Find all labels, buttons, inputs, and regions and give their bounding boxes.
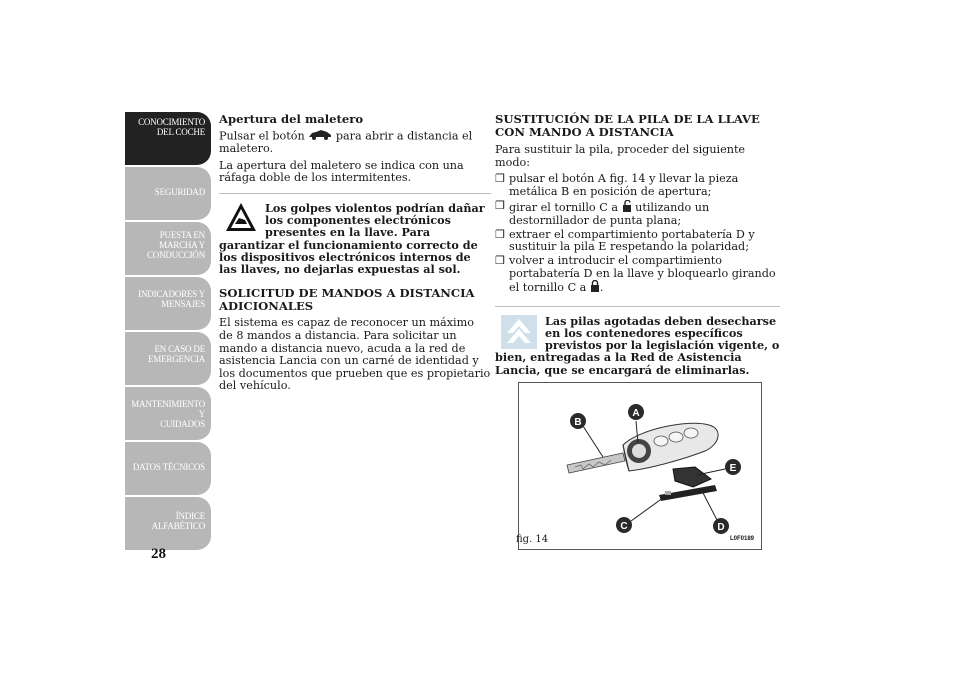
- unlock-icon: [622, 200, 632, 216]
- page-number: 28: [151, 546, 166, 562]
- tab-puesta-en-marcha[interactable]: [125, 222, 211, 275]
- tab-label: SEGURIDAD: [154, 187, 205, 197]
- list-text: girar el tornillo C a: [509, 200, 619, 214]
- tab-label: EN CASO DE: [154, 344, 205, 354]
- tab-label: ÍNDICE: [175, 511, 205, 521]
- section-heading: Apertura del maletero: [219, 112, 364, 126]
- paragraph: [219, 129, 491, 156]
- tab-label: INDICADORES Y: [138, 289, 205, 299]
- key-blade: [567, 453, 625, 473]
- paragraph-text: para abrir a distancia el maletero.: [219, 128, 473, 156]
- tab-mantenimiento[interactable]: [125, 387, 211, 440]
- checkbox-bullet-icon: ❒: [495, 172, 506, 186]
- tab-indicadores[interactable]: [125, 277, 211, 330]
- chapter-sidebar: [125, 112, 211, 552]
- paragraph: Para sustituir la pila, proceder del siguiente modo:: [495, 143, 746, 169]
- environment-text: Las pilas agotadas deben desecharse en los contenedores específicos previstos por la legislación vigente, o bien, entregadas a la Red de Asistencia Lancia, que se encargará de eliminarlas.: [495, 313, 780, 377]
- tab-label: PUESTA EN: [159, 230, 205, 240]
- list-item: [495, 255, 780, 296]
- checkbox-bullet-icon: ❒: [495, 198, 506, 212]
- checkbox-bullet-icon: ❒: [495, 253, 506, 267]
- tab-label: CONOCIMIENTO: [138, 117, 205, 127]
- tab-indice[interactable]: [125, 497, 211, 550]
- warning-note: [219, 193, 491, 275]
- lock-icon: [590, 280, 600, 296]
- list-text: utilizando un destornillador de punta plana;: [509, 200, 710, 228]
- recycling-icon: [501, 315, 537, 349]
- paragraph-text: Pulsar el botón: [219, 128, 305, 142]
- label-d: D: [717, 521, 725, 533]
- label-c: C: [620, 520, 628, 532]
- list-text: pulsar el botón A fig. 14 y llevar la pieza metálica B en posición de apertura;: [509, 172, 739, 198]
- paragraph: La apertura del maletero se indica con una ráfaga doble de los intermitentes.: [219, 158, 464, 185]
- label-a: A: [632, 407, 640, 419]
- car-trunk-icon: [308, 129, 332, 144]
- warning-text: Los golpes violentos podrían dañar los componentes electrónicos presentes en la llave. Para garantizar el funcionamiento correcto de los dispositivos electrónicos internos de las llaves, no dejarlas expuestas al sol.: [219, 200, 485, 276]
- right-column: [495, 113, 780, 550]
- checkbox-bullet-icon: ❒: [495, 227, 506, 241]
- tab-label: DEL COCHE: [156, 127, 205, 137]
- tab-emergencia[interactable]: [125, 332, 211, 385]
- list-text: extraer el compartimiento portabatería D y sustituir la pila E respetando la polaridad;: [509, 227, 755, 254]
- figure-code: L0F0189: [730, 536, 755, 542]
- section-heading: SUSTITUCIÓN DE LA PILA DE LA LLAVE CON MANDO A DISTANCIA: [495, 112, 760, 139]
- section-heading: SOLICITUD DE MANDOS A DISTANCIA ADICIONALES: [219, 286, 475, 313]
- tab-label: CUIDADOS: [160, 419, 205, 429]
- list-text: .: [599, 280, 604, 294]
- tab-label: MENSAJES: [161, 299, 205, 309]
- left-column: [219, 113, 491, 397]
- tab-conocimiento[interactable]: [125, 112, 211, 165]
- tab-seguridad[interactable]: [125, 167, 211, 220]
- tab-label: DATOS TÉCNICOS: [132, 462, 205, 472]
- paragraph: El sistema es capaz de reconocer un máximo de 8 mandos a distancia. Para solicitar un mando a distancia nuevo, acuda a la red de asistencia Lancia con un carné de identidad y los documentos que prueben que es propietario del vehículo.: [219, 316, 491, 393]
- tab-label: EMERGENCIA: [148, 354, 205, 364]
- label-b: B: [574, 416, 582, 428]
- list-text: volver a introducir el compartimiento portabatería D en la llave y bloquearlo girando el tornillo C a: [509, 253, 776, 294]
- list-item: [495, 173, 780, 198]
- label-e: E: [729, 462, 737, 474]
- tab-label: CONDUCCIÓN: [146, 250, 205, 260]
- list-item: [495, 229, 780, 254]
- list-item: [495, 200, 780, 228]
- environment-note: [495, 306, 780, 376]
- figure-caption: fig. 14: [516, 534, 549, 545]
- tab-datos-tecnicos[interactable]: [125, 442, 211, 495]
- tab-label: MANTENIMIENTO Y: [131, 399, 205, 419]
- figure-key-diagram: [518, 382, 762, 550]
- warning-triangle-icon: [225, 202, 257, 232]
- tab-label: MARCHA Y: [159, 240, 205, 250]
- tab-label: ALFABÉTICO: [151, 521, 205, 531]
